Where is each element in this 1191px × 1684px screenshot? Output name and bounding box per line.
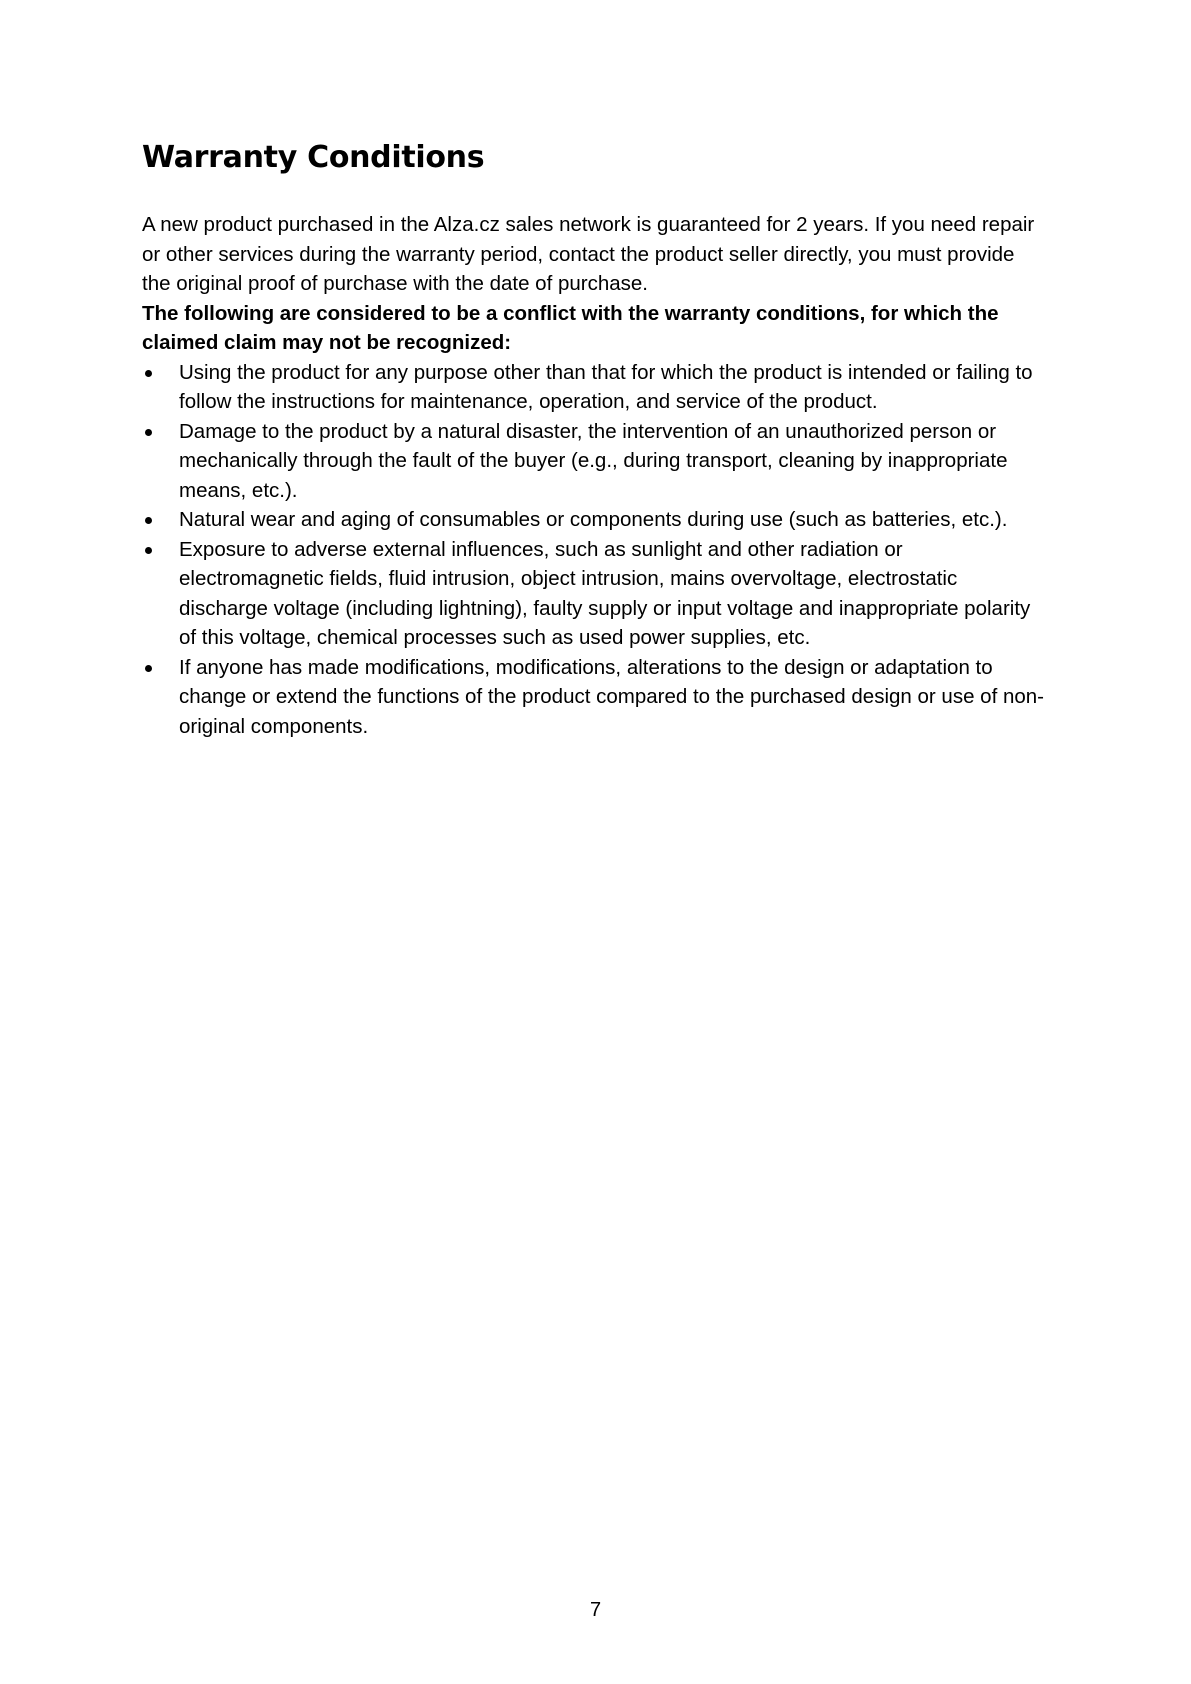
list-item [142,505,1047,535]
bullet-icon [145,429,152,436]
bullet-icon [145,517,152,524]
list-item [142,358,1047,417]
bullet-icon [145,370,152,377]
list-item [142,653,1047,742]
list-item [142,535,1047,653]
list-item-text: Using the product for any purpose other than that for which the product is intended or failing to follow the instructions for maintenance, operation, and service of the product. [179,360,1033,413]
bullet-icon [145,547,152,554]
conflict-bullet-list [142,358,1047,742]
list-item-text: Exposure to adverse external influences, such as sunlight and other radiation or electromagnetic fields, fluid intrusion, object intrusion, mains overvoltage, electrostatic discharge voltage (including lightning), faulty supply or input voltage and inappropriate polarity of this voltage, chemical processes such as used power supplies, etc. [179,537,1031,649]
list-item-text: Damage to the product by a natural disaster, the intervention of an unauthorized person or mechanically through the fault of the buyer (e.g., during transport, cleaning by inappropriate means, etc.). [179,419,1008,502]
list-item-text: Natural wear and aging of consumables or components during use (such as batteries, etc.). [179,508,1008,531]
page-title: Warranty Conditions [142,140,485,175]
bullet-icon [145,665,152,672]
list-item-text: If anyone has made modifications, modifications, alterations to the design or adaptation to change or extend the functions of the product compared to the purchased design or use of non-original components. [179,655,1044,738]
page-content [142,140,1047,741]
page-number: 7 [589,1599,602,1621]
intro-paragraph: A new product purchased in the Alza.cz sales network is guaranteed for 2 years. If you need repair or other services during the warranty period, contact the product seller directly, you must provide the original proof of purchase with the date of purchase. [142,213,1035,295]
conflict-lead-paragraph: The following are considered to be a conflict with the warranty conditions, for which the claimed claim may not be recognized: [142,301,999,354]
list-item [142,417,1047,506]
